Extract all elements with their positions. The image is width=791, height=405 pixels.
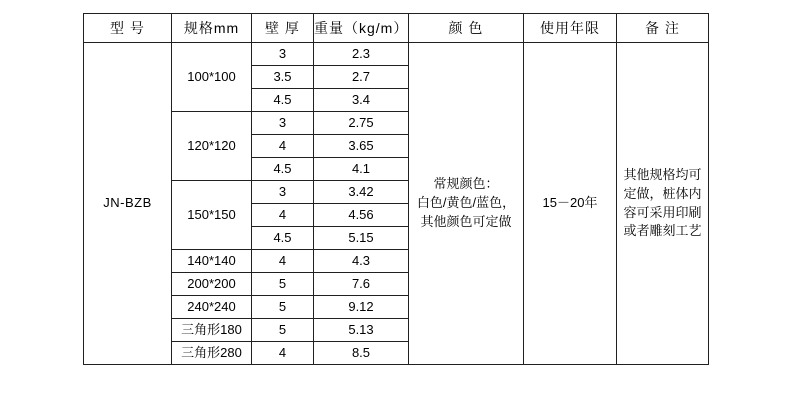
cell-weight: 4.1 [314, 158, 409, 181]
specification-table [83, 13, 709, 365]
header-note: 备 注 [617, 14, 709, 43]
cell-thickness: 4 [252, 342, 314, 365]
cell-weight: 3.65 [314, 135, 409, 158]
table-row [84, 43, 709, 66]
color-line-3: 其他颜色可定做 [420, 213, 512, 229]
cell-weight: 2.3 [314, 43, 409, 66]
cell-thickness: 3.5 [252, 66, 314, 89]
table-header-row [84, 14, 709, 43]
header-life: 使用年限 [524, 14, 617, 43]
header-thickness: 壁 厚 [252, 14, 314, 43]
cell-thickness: 3 [252, 181, 314, 204]
color-line-2: 白色/黄色/蓝色， [416, 195, 516, 211]
cell-note [617, 43, 709, 365]
cell-weight: 3.42 [314, 181, 409, 204]
header-model: 型 号 [84, 14, 172, 43]
cell-life: 15－20年 [524, 43, 617, 365]
note-line-4: 或者雕刻工艺 [623, 223, 702, 239]
cell-weight: 3.4 [314, 89, 409, 112]
header-size: 规格mm [172, 14, 252, 43]
cell-weight: 4.3 [314, 250, 409, 273]
cell-thickness: 5 [252, 273, 314, 296]
cell-size: 三角形280 [172, 342, 252, 365]
header-weight: 重量（kg/m） [314, 14, 409, 43]
cell-thickness: 4 [252, 204, 314, 227]
table-body [84, 14, 709, 365]
cell-color [409, 43, 524, 365]
cell-size: 240*240 [172, 296, 252, 319]
cell-weight: 2.75 [314, 112, 409, 135]
cell-weight: 4.56 [314, 204, 409, 227]
header-color: 颜 色 [409, 14, 524, 43]
cell-model: JN-BZB [84, 43, 172, 365]
cell-weight: 5.15 [314, 227, 409, 250]
cell-weight: 2.7 [314, 66, 409, 89]
note-line-3: 容可采用印刷 [623, 204, 702, 220]
cell-thickness: 4 [252, 250, 314, 273]
cell-thickness: 5 [252, 319, 314, 342]
cell-thickness: 5 [252, 296, 314, 319]
cell-weight: 7.6 [314, 273, 409, 296]
color-line-1: 常规颜色： [433, 176, 499, 192]
cell-weight: 8.5 [314, 342, 409, 365]
cell-weight: 9.12 [314, 296, 409, 319]
cell-thickness: 3 [252, 43, 314, 66]
cell-thickness: 4.5 [252, 158, 314, 181]
cell-size: 100*100 [172, 43, 252, 112]
cell-size: 200*200 [172, 273, 252, 296]
cell-weight: 5.13 [314, 319, 409, 342]
note-line-2: 定做，桩体内 [623, 185, 702, 201]
note-line-1: 其他规格均可 [623, 166, 702, 182]
cell-thickness: 3 [252, 112, 314, 135]
cell-thickness: 4 [252, 135, 314, 158]
cell-size: 140*140 [172, 250, 252, 273]
cell-size: 三角形180 [172, 319, 252, 342]
cell-thickness: 4.5 [252, 227, 314, 250]
cell-size: 150*150 [172, 181, 252, 250]
cell-thickness: 4.5 [252, 89, 314, 112]
cell-size: 120*120 [172, 112, 252, 181]
